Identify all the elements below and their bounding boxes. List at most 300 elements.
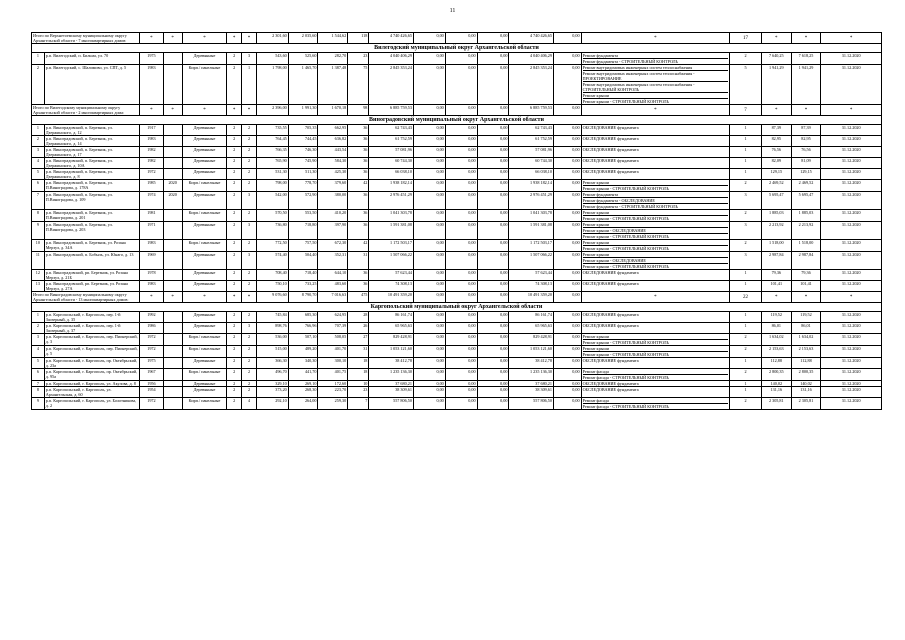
value-total: 4 040 406,29	[369, 53, 414, 65]
completion-date: 31.12.2020	[821, 334, 882, 346]
value-f5: 0,00	[553, 136, 581, 147]
total-date: *	[821, 292, 882, 303]
value-f5: 0,00	[553, 312, 581, 323]
unit-count: 2	[730, 398, 762, 410]
total-f2: 0,00	[445, 105, 477, 116]
floors-count: 2	[227, 369, 242, 381]
total-f2: 0,00	[445, 292, 477, 303]
address-cell: р.п. Виноградовский, рп. Березник, ул. Розана Мерзул, д. 21Б	[44, 270, 140, 281]
work-item: ОБСЛЕДОВАНИЕ фундамента	[582, 381, 639, 386]
value-area2: 766,96	[288, 323, 318, 334]
unit-cost-2: 1 941,29	[791, 65, 821, 105]
value-residents: 28	[348, 312, 369, 323]
value-f3: 0,00	[477, 270, 509, 281]
value-total: 57 081,96	[369, 147, 414, 158]
completion-date: 31.12.2020	[821, 240, 882, 252]
value-f5: 0,00	[553, 270, 581, 281]
value-f1: 0,00	[413, 180, 445, 192]
unit-cost-1: 82,95	[761, 136, 791, 147]
unit-cost-1: 119,52	[761, 312, 791, 323]
total-works: *	[581, 105, 730, 116]
value-area1: 772,50	[256, 240, 288, 252]
unit-cost-1: 2 800,35	[761, 369, 791, 381]
value-f1: 0,00	[413, 323, 445, 334]
value-f3: 0,00	[477, 136, 509, 147]
unit-cost-2: 129,15	[791, 169, 821, 180]
year-repair	[163, 334, 182, 346]
unit-cost-1: 112,88	[761, 358, 791, 369]
works-cell	[581, 169, 730, 180]
year-built: 1983	[140, 240, 163, 252]
unit-cost-2: 1 634,02	[791, 334, 821, 346]
value-area3: 425,30	[318, 169, 348, 180]
value-area1: 765,90	[256, 158, 288, 169]
total-date: *	[821, 33, 882, 44]
row-number: 5	[32, 169, 45, 180]
wall-material: Деревянные	[182, 358, 227, 369]
total-c8: *	[242, 105, 257, 116]
unit-cost-2: 1 518,00	[791, 240, 821, 252]
value-area3: 259,30	[318, 398, 348, 410]
total-c4: *	[140, 292, 163, 303]
unit-cost-2: 76,56	[791, 147, 821, 158]
total-f3: 0,00	[477, 292, 509, 303]
address-cell: р.п. Каргопольский, г. Каргополь, пр. Октябрьский, д. 23а	[44, 358, 140, 369]
value-total: 1 172 503,17	[369, 240, 414, 252]
value-f4: 1 938 182,14	[509, 180, 554, 192]
entrances-count: 3	[242, 53, 257, 65]
total-c6: *	[182, 33, 227, 44]
unit-count: 1	[730, 387, 762, 398]
unit-cost-1: 86,01	[761, 323, 791, 334]
work-item: ОБСЛЕДОВАНИЕ фундамента	[582, 358, 639, 363]
row-number: 2	[32, 65, 45, 105]
value-area1: 570,50	[256, 210, 288, 222]
value-f2: 0,00	[445, 136, 477, 147]
work-item: Ремонт крыши - СТРОИТЕЛЬНЫЙ КОНТРОЛЬ	[582, 264, 670, 269]
row-number: 1	[32, 53, 45, 65]
address-cell: р.п. Виноградовский, п. Березник, ул. Дзержинского, д. 17	[44, 147, 140, 158]
address-cell: р.п. Каргопольский, г. Каргополь, пр. Октябрьский, д. 95а	[44, 369, 140, 381]
value-area2: 778,70	[288, 180, 318, 192]
work-item: ОБСЛЕДОВАНИЕ фундамента	[582, 281, 639, 286]
floors-count: 2	[227, 53, 242, 65]
value-residents: 10	[348, 381, 369, 387]
completion-date: 31.12.2020	[821, 65, 882, 105]
floors-count: 2	[227, 125, 242, 136]
value-f2: 0,00	[445, 281, 477, 292]
entrances-count: 2	[242, 210, 257, 222]
value-area2: 718,80	[288, 222, 318, 240]
work-item: Ремонт внутридомовых инженерных систем теплоснабжения	[583, 65, 729, 71]
year-built: 1969	[140, 252, 163, 270]
value-area3: 401,75	[318, 369, 348, 381]
floors-count: 2	[227, 358, 242, 369]
total-f5: 0,00	[553, 292, 581, 303]
total-f1: 0,00	[413, 292, 445, 303]
completion-date: 31.12.2020	[821, 281, 882, 292]
year-built: 1986	[140, 323, 163, 334]
floors-count: 2	[227, 169, 242, 180]
floors-count: 2	[227, 252, 242, 270]
value-f4: 1 041 303,78	[509, 210, 554, 222]
value-residents: 42	[348, 240, 369, 252]
value-residents: 23	[348, 53, 369, 65]
unit-cost-1: 2 213,92	[761, 222, 791, 240]
address-cell: р.п. Каргопольский, г. Каргополь, ул. Акулова, д. 8	[44, 381, 140, 387]
value-f5: 0,00	[553, 147, 581, 158]
completion-date: 31.12.2020	[821, 398, 882, 410]
year-built: 1956	[140, 381, 163, 387]
value-area3: 508,05	[318, 334, 348, 346]
work-item: Ремонт фундамента	[583, 192, 729, 198]
value-f1: 0,00	[413, 270, 445, 281]
value-f3: 0,00	[477, 125, 509, 136]
year-built: 1975	[140, 358, 163, 369]
row-number: 6	[32, 180, 45, 192]
year-repair	[163, 346, 182, 358]
table-row	[32, 281, 882, 292]
value-area1: 1 798,00	[256, 65, 288, 105]
unit-cost-2: 2 800,35	[791, 369, 821, 381]
value-f2: 0,00	[445, 147, 477, 158]
value-residents: 42	[348, 180, 369, 192]
value-area3: 282,70	[318, 53, 348, 65]
table-row	[32, 346, 882, 358]
unit-cost-2: 87,39	[791, 125, 821, 136]
entrances-count: 4	[242, 398, 257, 410]
value-residents: 36	[348, 222, 369, 240]
value-area3: 1 387,48	[318, 65, 348, 105]
works-cell	[581, 369, 730, 381]
value-f3: 0,00	[477, 358, 509, 369]
address-cell: р.п. Каргопольский, г. Каргополь, ул. Болотникова, д. 2	[44, 398, 140, 410]
value-f3: 0,00	[477, 169, 509, 180]
year-repair	[163, 358, 182, 369]
wall-material: Кирп./ панельные	[182, 65, 227, 105]
table-row	[32, 192, 882, 210]
value-total: 1 041 303,78	[369, 210, 414, 222]
entrances-count: 2	[242, 158, 257, 169]
value-f1: 0,00	[413, 398, 445, 410]
works-cell	[581, 147, 730, 158]
row-number: 7	[32, 381, 45, 387]
row-number: 4	[32, 158, 45, 169]
value-f2: 0,00	[445, 169, 477, 180]
value-f1: 0,00	[413, 169, 445, 180]
unit-cost-1: 7 640,25	[761, 53, 791, 65]
value-area1: 329,10	[256, 381, 288, 387]
entrances-count: 2	[242, 381, 257, 387]
work-item: Ремонт фундамента	[583, 53, 729, 59]
value-f4: 38 309,61	[509, 387, 554, 398]
value-total: 37 680,21	[369, 381, 414, 387]
value-f5: 0,00	[553, 398, 581, 410]
value-f4: 829 428,91	[509, 334, 554, 346]
works-cell	[581, 270, 730, 281]
total-f3: 0,00	[477, 105, 509, 116]
value-f3: 0,00	[477, 53, 509, 65]
total-f4: 4 740 426,65	[509, 33, 554, 44]
value-area2: 705,35	[288, 125, 318, 136]
completion-date: 31.12.2020	[821, 346, 882, 358]
completion-date: 31.12.2020	[821, 312, 882, 323]
floors-count: 2	[227, 381, 242, 387]
total-unit-count: 22	[730, 292, 762, 303]
value-f5: 0,00	[553, 180, 581, 192]
value-f3: 0,00	[477, 398, 509, 410]
value-f4: 1 591 381,08	[509, 222, 554, 240]
total-c6: *	[182, 292, 227, 303]
value-area2: 489,20	[288, 346, 318, 358]
row-number: 11	[32, 252, 45, 270]
work-item: Ремонт крыши	[583, 93, 729, 99]
floors-count: 2	[227, 240, 242, 252]
value-area1: 766,35	[256, 147, 288, 158]
unit-count: 3	[730, 222, 762, 240]
year-built: 1972	[140, 334, 163, 346]
value-residents: 18	[348, 358, 369, 369]
floors-count: 2	[227, 222, 242, 240]
work-item: ОБСЛЕДОВАНИЕ фундамента	[582, 158, 639, 163]
value-f4: 2 976 451,29	[509, 192, 554, 210]
total-area3: 1 544,62	[318, 33, 348, 44]
total-uc1: *	[761, 33, 791, 44]
year-repair	[163, 136, 182, 147]
table-row	[32, 210, 882, 222]
address-cell: р.п. Виноградовский, п. Березник, ул. Дзержинского, д. 12	[44, 125, 140, 136]
value-f3: 0,00	[477, 323, 509, 334]
value-f5: 0,00	[553, 281, 581, 292]
entrances-count: 2	[242, 136, 257, 147]
entrances-count: 2	[242, 125, 257, 136]
entrances-count: 2	[242, 281, 257, 292]
value-residents: 75	[348, 65, 369, 105]
wall-material: Деревянные	[182, 53, 227, 65]
total-label: Итого по Верхнетоемскому муниципальному округу Архангельской области - 7 многоквартирных домов:	[32, 33, 140, 44]
value-f2: 0,00	[445, 398, 477, 410]
floors-count: 2	[227, 136, 242, 147]
value-f4: 4 040 406,29	[509, 53, 554, 65]
value-residents: 36	[348, 158, 369, 169]
entrances-count: 2	[242, 369, 257, 381]
year-built: 1972	[140, 398, 163, 410]
work-item: Ремонт фасада	[583, 398, 729, 404]
wall-material: Деревянные	[182, 281, 227, 292]
total-area2: 8 790,70	[288, 292, 318, 303]
address-cell: р.п. Каргопольский, г. Каргополь, ул. Архангельская, д. 60	[44, 387, 140, 398]
value-f4: 2 845 353,24	[509, 65, 554, 105]
works-cell	[581, 53, 730, 65]
year-repair	[163, 312, 182, 323]
wall-material: Кирп./ панельные	[182, 240, 227, 252]
section-title: Вилегодский муниципальный округ Архангельской области	[32, 44, 882, 53]
year-built: 1992	[140, 312, 163, 323]
total-area3: 1 670,18	[318, 105, 348, 116]
floors-count: 2	[227, 387, 242, 398]
value-f5: 0,00	[553, 169, 581, 180]
value-f2: 0,00	[445, 387, 477, 398]
value-area3: 443,54	[318, 147, 348, 158]
value-f4: 86 161,74	[509, 312, 554, 323]
work-item: ОБСЛЕДОВАНИЕ фундамента	[582, 270, 639, 275]
floors-count: 2	[227, 323, 242, 334]
total-c8: *	[242, 33, 257, 44]
year-built: 1972	[140, 169, 163, 180]
value-f2: 0,00	[445, 334, 477, 346]
value-area1: 536,00	[256, 334, 288, 346]
unit-cost-1: 1 518,00	[761, 240, 791, 252]
year-repair	[163, 158, 182, 169]
value-f2: 0,00	[445, 222, 477, 240]
total-area2: 2 035,60	[288, 33, 318, 44]
value-area1: 292,10	[256, 398, 288, 410]
row-number: 9	[32, 398, 45, 410]
address-cell: р.п. Виноградовский, п. Березник, ул. Дзержинского, д. 14	[44, 136, 140, 147]
value-area3: 410,20	[318, 210, 348, 222]
value-f5: 0,00	[553, 192, 581, 210]
work-item: Ремонт фундамента - ОБСЛЕДОВАНИЕ	[583, 198, 729, 204]
unit-cost-2: 2 987,84	[791, 252, 821, 270]
total-uc1: *	[761, 105, 791, 116]
year-built: 1982	[140, 158, 163, 169]
unit-cost-1: 129,15	[761, 169, 791, 180]
value-f3: 0,00	[477, 147, 509, 158]
value-area1: 750,10	[256, 281, 288, 292]
year-built: 1978	[140, 270, 163, 281]
value-f1: 0,00	[413, 210, 445, 222]
value-total: 1 591 381,08	[369, 222, 414, 240]
unit-count: 1	[730, 125, 762, 136]
total-label: Итого по Вилегодскому муниципальному округу Архангельской области - 2 многоквартирных дома:	[32, 105, 140, 116]
works-cell	[581, 210, 730, 222]
wall-material: Деревянные	[182, 147, 227, 158]
wall-material: Деревянные	[182, 312, 227, 323]
table-row	[32, 65, 882, 105]
unit-cost-1: 1 885,03	[761, 210, 791, 222]
works-cell	[581, 136, 730, 147]
year-repair	[163, 270, 182, 281]
works-cell	[581, 323, 730, 334]
year-repair	[163, 147, 182, 158]
work-item: Ремонт внутридомовых инженерных систем теплоснабжения - СТРОИТЕЛЬНЫЙ КОНТРОЛЬ	[583, 82, 729, 93]
address-cell: р.п. Виноградовский, п. Березник, ул. Розана Мерзул, д. 34А	[44, 240, 140, 252]
wall-material: Деревянные	[182, 381, 227, 387]
table-row	[32, 312, 882, 323]
value-f4: 74 308,13	[509, 281, 554, 292]
work-item: Ремонт фундамента - СТРОИТЕЛЬНЫЙ КОНТРОЛЬ	[582, 59, 679, 64]
work-item: Ремонт крыши - СТРОИТЕЛЬНЫЙ КОНТРОЛЬ	[582, 234, 670, 239]
entrances-count: 3	[242, 222, 257, 240]
value-area2: 572,90	[288, 192, 318, 210]
value-total: 66 038,10	[369, 169, 414, 180]
value-area2: 718,40	[288, 270, 318, 281]
unit-cost-1: 5 695,47	[761, 192, 791, 210]
works-cell	[581, 334, 730, 346]
address-cell: р.п. Виноградовский, п. Березник, ул. П.Виноградова, д. 178А	[44, 180, 140, 192]
value-f2: 0,00	[445, 369, 477, 381]
value-f4: 65 965,63	[509, 323, 554, 334]
value-f3: 0,00	[477, 222, 509, 240]
completion-date: 31.12.2020	[821, 169, 882, 180]
table-row	[32, 169, 882, 180]
wall-material: Деревянные	[182, 387, 227, 398]
floors-count: 2	[227, 192, 242, 210]
works-cell	[581, 387, 730, 398]
unit-count: 2	[730, 369, 762, 381]
wall-material: Кирп./ панельные	[182, 210, 227, 222]
year-repair	[163, 387, 182, 398]
total-c7: *	[227, 105, 242, 116]
value-f4: 37 680,21	[509, 381, 554, 387]
unit-count: 1	[730, 323, 762, 334]
value-area2: 268,30	[288, 387, 318, 398]
value-f2: 0,00	[445, 323, 477, 334]
value-f1: 0,00	[413, 358, 445, 369]
value-total: 1 507 066,22	[369, 252, 414, 270]
value-f1: 0,00	[413, 346, 445, 358]
completion-date: 31.12.2020	[821, 192, 882, 210]
value-f5: 0,00	[553, 387, 581, 398]
unit-cost-1: 79,36	[761, 270, 791, 281]
table-row	[32, 334, 882, 346]
total-c5: *	[163, 105, 182, 116]
value-f3: 0,00	[477, 369, 509, 381]
value-f4: 57 081,96	[509, 147, 554, 158]
work-item: Ремонт крыши - СТРОИТЕЛЬНЫЙ КОНТРОЛЬ	[582, 216, 670, 221]
table-row	[32, 222, 882, 240]
works-cell	[581, 222, 730, 240]
value-area1: 898,76	[256, 323, 288, 334]
works-cell	[581, 65, 730, 105]
year-built: 1985	[140, 180, 163, 192]
work-item: ОБСЛЕДОВАНИЕ фундамента	[582, 169, 639, 174]
value-area3: 300,10	[318, 358, 348, 369]
table-row	[32, 53, 882, 65]
wall-material: Деревянные	[182, 136, 227, 147]
value-f1: 0,00	[413, 334, 445, 346]
unit-cost-2: 2 153,63	[791, 346, 821, 358]
total-unit-count: 17	[730, 33, 762, 44]
value-total: 86 161,74	[369, 312, 414, 323]
table-row	[32, 323, 882, 334]
work-item: Ремонт крыши	[583, 346, 729, 352]
year-repair	[163, 53, 182, 65]
wall-material: Деревянные	[182, 169, 227, 180]
row-number: 12	[32, 270, 45, 281]
value-area1: 745,84	[256, 312, 288, 323]
value-f1: 0,00	[413, 312, 445, 323]
table-row	[32, 252, 882, 270]
value-area1: 531,30	[256, 169, 288, 180]
value-total: 2 845 353,24	[369, 65, 414, 105]
value-total: 57 623,44	[369, 270, 414, 281]
value-total: 62 743,43	[369, 125, 414, 136]
value-f1: 0,00	[413, 192, 445, 210]
value-area3: 644,10	[318, 270, 348, 281]
works-cell	[581, 358, 730, 369]
value-area1: 736,80	[256, 222, 288, 240]
value-f2: 0,00	[445, 192, 477, 210]
table-row	[32, 369, 882, 381]
value-f4: 61 752,59	[509, 136, 554, 147]
entrances-count: 2	[242, 169, 257, 180]
value-area2: 507,10	[288, 334, 318, 346]
work-item: Ремонт крыши - СТРОИТЕЛЬНЫЙ КОНТРОЛЬ	[582, 352, 670, 357]
entrances-count: 2	[242, 147, 257, 158]
completion-date: 31.12.2020	[821, 136, 882, 147]
entrances-count: 3	[242, 192, 257, 210]
